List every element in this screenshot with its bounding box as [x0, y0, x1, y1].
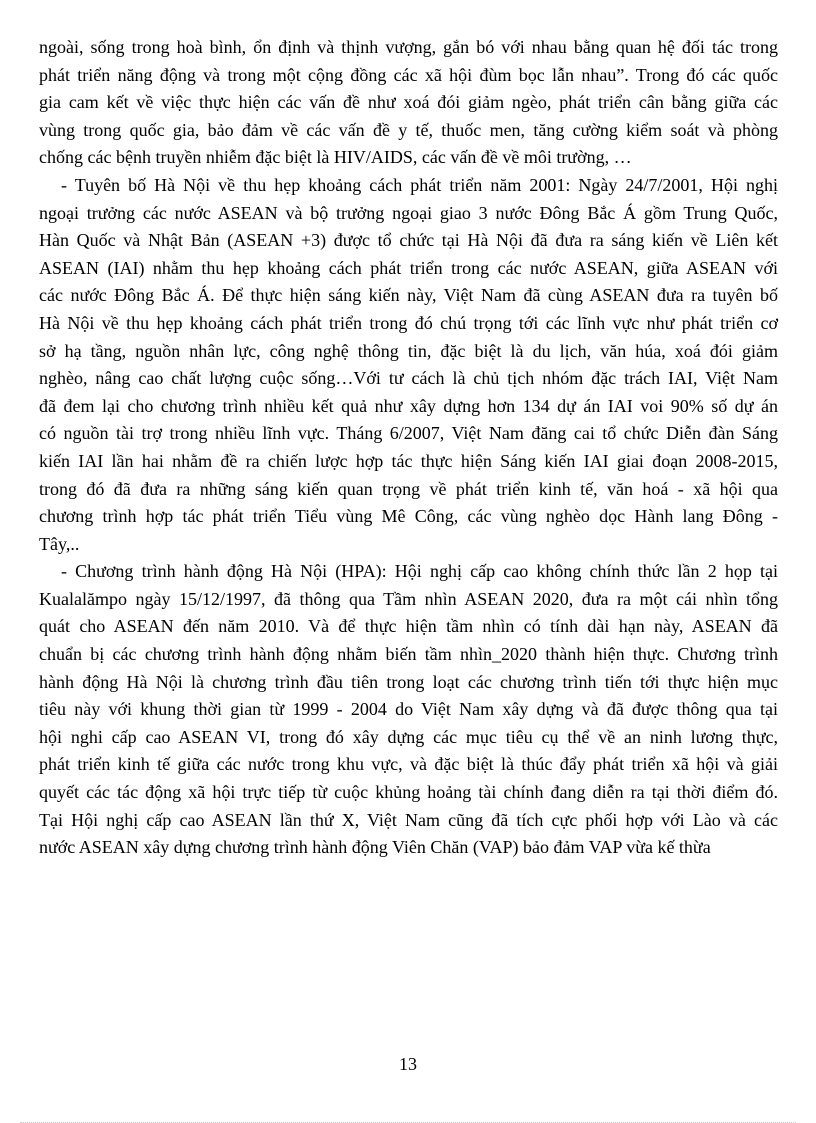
text-line: các nước Đông Bắc Á. Để thực hiện sáng kiến này, Việt Nam đã cùng ASEAN đưa ra tuyên bố	[39, 285, 778, 306]
text-line: chống các bệnh truyền nhiễm đặc biệt là HIV/AIDS, các vấn đề về môi trường, …	[39, 147, 632, 168]
text-line: Hà Nội về thu hẹp khoảng cách phát triển trong đó chú trọng tới các lĩnh vực như phát triển cơ	[39, 312, 778, 333]
text-line: nghèo, nâng cao chất lượng cuộc sống…Với tư cách là chủ tịch nhóm đặc trách IAI, Việt Nam	[39, 368, 778, 389]
text-line: tiêu này với khung thời gian từ 1999 - 2004 do Việt Nam xây dựng và đã được thông qua tại	[39, 699, 778, 720]
text-line: đã đem lại cho chương trình nhiều kết quả như xây dựng hơn 134 dự án IAI voi 90% số dự án	[39, 395, 778, 416]
text-line: kiến IAI lần hai nhằm đề ra chiến lược hợp tác thực hiện Sáng kiến IAI giai đoạn 2008-2015,	[39, 450, 778, 471]
text-line: chuẩn bị các chương trình hành động nhằm biến tầm nhìn_2020 thành hiện thực. Chương trình	[39, 644, 778, 665]
text-line: vùng trong quốc gia, bảo đảm về các vấn đề y tế, thuốc men, tăng cường kiểm soát và phòng	[39, 119, 778, 140]
document-body	[39, 34, 778, 862]
text-line: hội nghi cấp cao ASEAN VI, trong đó xây dựng các mục tiêu cụ thể về an ninh lương thực,	[39, 726, 778, 747]
paragraph-2	[39, 172, 778, 558]
text-line: phát triển năng động và trong một cộng đồng các xã hội đùm bọc lẫn nhau”. Trong đó các quốc	[39, 64, 778, 85]
paragraph-3	[39, 558, 778, 862]
text-line: hành động Hà Nội là chương trình đầu tiên trong loạt các chương trình tiến tới thực hiện mục	[39, 671, 778, 692]
text-line: trong đó đã đưa ra những sáng kiến quan trọng về phát triển kinh tế, văn hoá - xã hội qua	[39, 478, 778, 499]
text-line: Hàn Quốc và Nhật Bản (ASEAN +3) được tổ chức tại Hà Nội đã đưa ra sáng kiến về Liên kết	[39, 230, 778, 251]
text-line: Tại Hội nghị cấp cao ASEAN lần thứ X, Việt Nam cũng đã tích cực phối hợp với Lào và các	[39, 809, 778, 830]
text-line: Tây,..	[39, 533, 80, 554]
page-number: 13	[399, 1054, 417, 1074]
text-line: gia cam kết về việc thực hiện các vấn đề như xoá đói giảm ngèo, phát triển cân bằng giữa các	[39, 92, 778, 113]
paragraph-1	[39, 34, 778, 172]
text-line: quyết các tác động xã hội trực tiếp từ cuộc khủng hoảng tài chính đang diễn ra tại thời điểm đó.	[39, 782, 778, 803]
text-line: chương trình hợp tác phát triển Tiểu vùng Mê Công, các vùng nghèo dọc Hành lang Đông -	[39, 506, 778, 527]
text-line: sở hạ tầng, nguồn nhân lực, công nghệ thông tin, đặc biệt là du lịch, văn húa, xoá đói giảm	[39, 340, 778, 361]
text-line: - Tuyên bố Hà Nội về thu hẹp khoảng cách phát triển năm 2001: Ngày 24/7/2001, Hội nghị	[61, 174, 778, 195]
text-line: ngoài, sống trong hoà bình, ổn định và thịnh vượng, gắn bó với nhau bằng quan hệ đối tác trong	[39, 37, 778, 57]
text-line: - Chương trình hành động Hà Nội (HPA): Hội nghị cấp cao không chính thức lần 2 họp tại	[61, 561, 778, 582]
text-line: phát triển kinh tế giữa các nước trong khu vực, và đặc biệt là thúc đẩy phát triển xã hội và giải	[39, 754, 778, 775]
text-line: ngoại trưởng các nước ASEAN và bộ trưởng ngoại giao 3 nước Đông Bắc Á gồm Trung Quốc,	[39, 202, 778, 223]
text-line: quát cho ASEAN đến năm 2010. Và để thực hiện tầm nhìn có tính dài hạn này, ASEAN đã	[39, 616, 778, 637]
text-line: có nguồn tài trợ trong nhiều lĩnh vực. Tháng 6/2007, Việt Nam đăng cai tổ chức Diễn đàn Sáng	[39, 423, 778, 444]
text-line: Kualalămpo ngày 15/12/1997, đã thông qua Tầm nhìn ASEAN 2020, đưa ra một cái nhìn tổng	[39, 588, 778, 609]
text-line: ASEAN (IAI) nhằm thu hẹp khoảng cách phát triển trong các nước ASEAN, giữa ASEAN với	[39, 257, 778, 278]
text-line: nước ASEAN xây dựng chương trình hành động Viên Chăn (VAP) bảo đảm VAP vừa kế thừa	[39, 837, 711, 858]
